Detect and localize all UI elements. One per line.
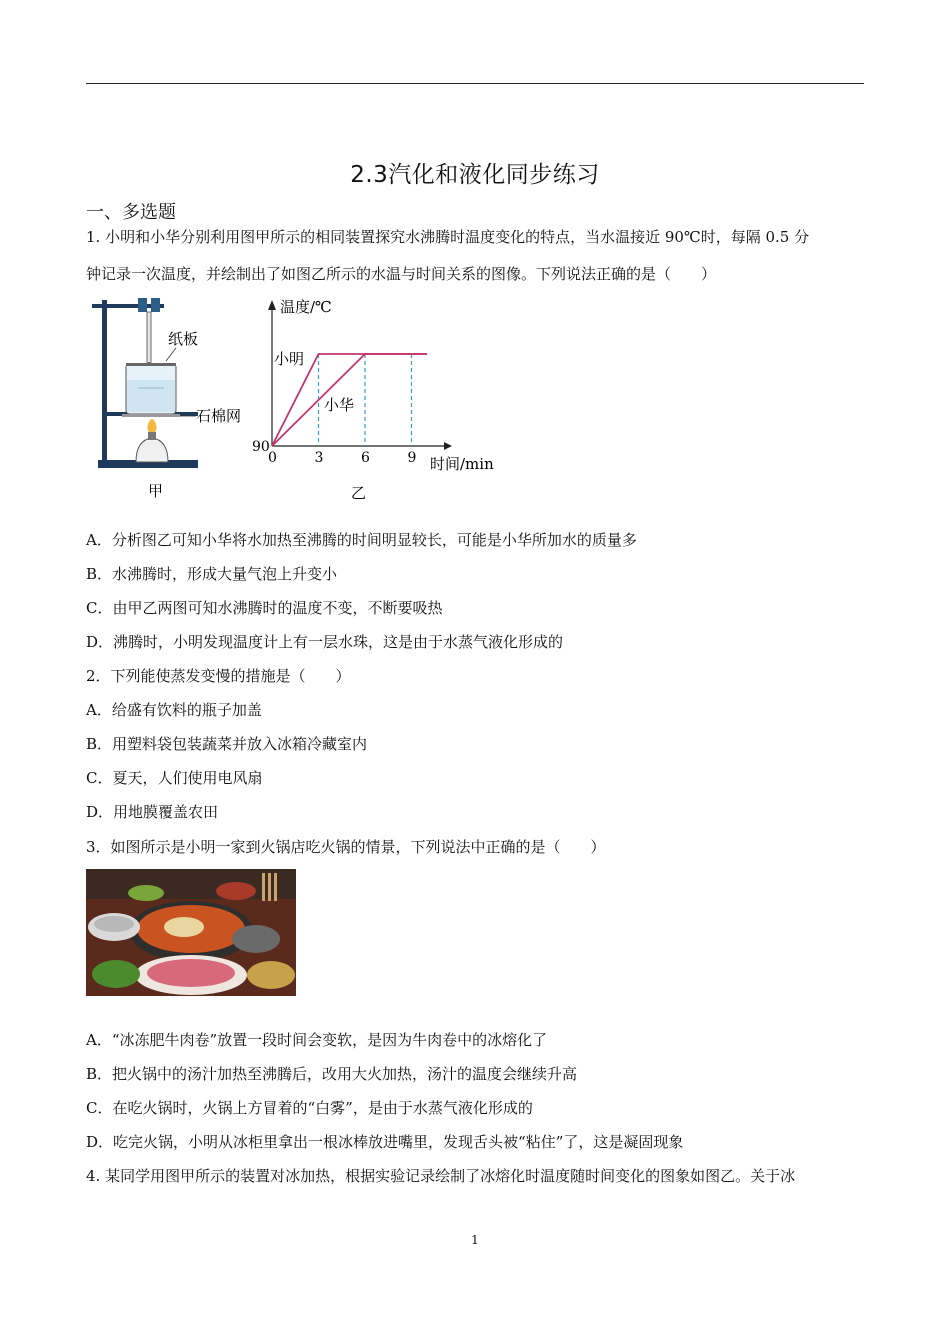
caption-yi: 乙 (351, 484, 367, 502)
q1-option-c[interactable]: C．由甲乙两图可知水沸腾时的温度不变，不断要吸热 (86, 599, 443, 617)
series-label-xiaohua: 小华 (324, 396, 355, 414)
x-tick-label-3: 3 (314, 450, 324, 466)
x-tick-label-9: 9 (407, 450, 417, 466)
label-shimianwang: 石棉网 (196, 407, 242, 425)
q3-stem: 3．如图所示是小明一家到火锅店吃火锅的情景，下列说法中正确的是（ ） (86, 838, 606, 856)
asbestos-gauze (122, 414, 180, 417)
x-axis-arrow (444, 442, 452, 450)
x-tick-label-6: 6 (361, 450, 370, 466)
q4-stem: 4. 某同学用图甲所示的装置对冰加热，根据实验记录绘制了冰熔化时温度随时间变化的图象如图乙。关于冰 (86, 1167, 796, 1185)
section-heading: 一、多选题 (86, 202, 176, 223)
q3-option-c[interactable]: C．在吃火锅时，火锅上方冒着的“白雾”，是由于水蒸气液化形成的 (86, 1099, 533, 1117)
y-origin-tick-label: 90 (252, 439, 270, 455)
x-axis-label: 时间/min (430, 455, 494, 473)
q3-option-d[interactable]: D．吃完火锅，小明从冰柜里拿出一根冰棒放进嘴里，发现舌头被“粘住”了，这是凝固现象 (86, 1133, 684, 1151)
q2-option-c[interactable]: C．夏天，人们使用电风扇 (86, 769, 263, 787)
q2-option-b[interactable]: B．用塑料袋包装蔬菜并放入冰箱冷藏室内 (86, 735, 368, 753)
q2-option-d[interactable]: D．用地膜覆盖农田 (86, 803, 219, 821)
q2-option-a[interactable]: A．给盛有饮料的瓶子加盖 (86, 701, 262, 719)
q1-option-b[interactable]: B．水沸腾时，形成大量气泡上升变小 (86, 565, 338, 583)
q1-stem-line2: 钟记录一次温度，并绘制出了如图乙所示的水温与时间关系的图像。下列说法正确的是（ ） (86, 265, 717, 283)
hotpot-photo (86, 869, 296, 996)
header-rule (86, 83, 864, 84)
x-tick-label-0: 0 (268, 450, 277, 466)
fig-yi-chart (248, 292, 508, 504)
q1-option-d[interactable]: D．沸腾时，小明发现温度计上有一层水珠，这是由于水蒸气液化形成的 (86, 633, 564, 651)
y-axis-arrow (268, 300, 276, 310)
series-label-xiaoming: 小明 (274, 350, 305, 368)
caption-jia: 甲 (148, 482, 164, 500)
page-number: 1 (471, 1233, 479, 1247)
stand-pole (102, 300, 107, 462)
cardboard (126, 363, 176, 366)
flame (148, 419, 157, 434)
label-zhiban: 纸板 (168, 330, 199, 348)
page-title: 2.3汽化和液化同步练习 (350, 162, 600, 188)
fig-jia-apparatus (86, 292, 256, 504)
q1-stem-line1: 1. 小明和小华分别利用图甲所示的相同装置探究水沸腾时温度变化的特点，当水温接近 90℃时，每隔 0.5 分 (86, 228, 810, 246)
q3-option-b[interactable]: B．把火锅中的汤汁加热至沸腾后，改用大火加热，汤汁的温度会继续升高 (86, 1065, 578, 1083)
q3-option-a[interactable]: A．“冰冻肥牛肉卷”放置一段时间会变软，是因为牛肉卷中的冰熔化了 (86, 1031, 548, 1049)
alcohol-lamp (136, 438, 168, 462)
y-axis-label: 温度/℃ (280, 298, 332, 316)
q2-stem: 2．下列能使蒸发变慢的措施是（ ） (86, 667, 351, 685)
q1-option-a[interactable]: A．分析图乙可知小华将水加热至沸腾的时间明显较长，可能是小华所加水的质量多 (86, 531, 637, 549)
